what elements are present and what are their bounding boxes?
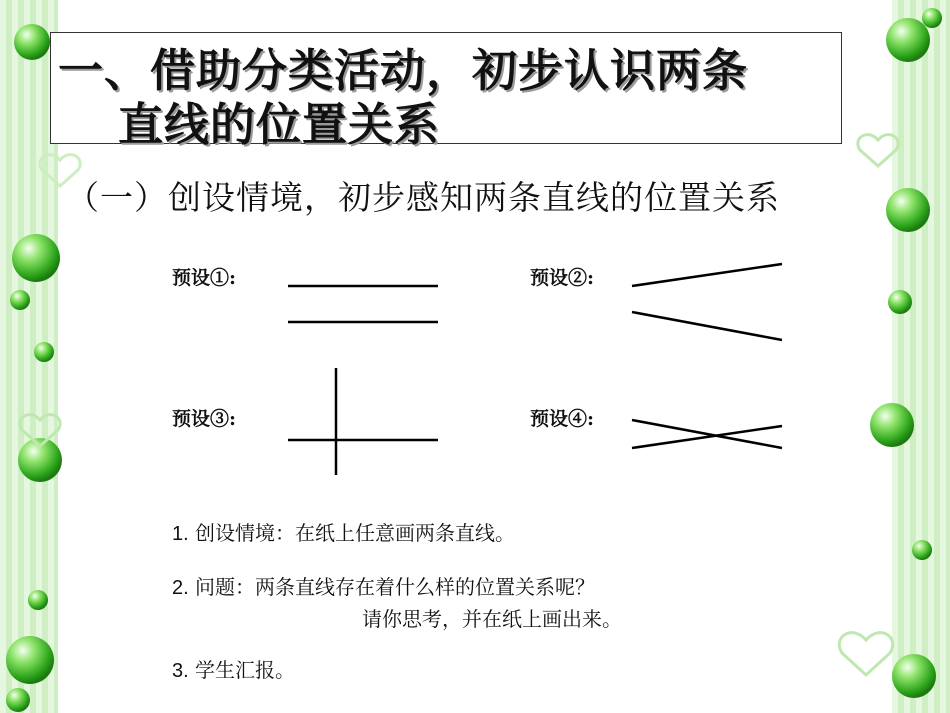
case-label-2: 预设②: xyxy=(530,267,595,289)
diagram-intersecting-lines xyxy=(632,420,782,448)
case-label-4: 预设④: xyxy=(530,408,595,430)
step-number: 2. xyxy=(172,577,189,599)
page-title-line2: 直线的位置关系 xyxy=(118,98,441,151)
diagram-perpendicular-lines xyxy=(288,368,438,475)
step-text: 请你思考，并在纸上画出来。 xyxy=(362,607,622,631)
step-2 xyxy=(172,571,595,600)
section-subtitle: （一）创设情境，初步感知两条直线的位置关系 xyxy=(66,178,780,217)
step-number: 1. xyxy=(172,523,189,545)
step-3 xyxy=(172,654,295,683)
step-2-continued xyxy=(362,603,622,632)
case-label-3: 预设③: xyxy=(172,408,237,430)
case-label-1: 预设①: xyxy=(172,267,237,289)
diagram-nonparallel-lines xyxy=(632,264,782,340)
step-text: 创设情境：在纸上任意画两条直线。 xyxy=(195,521,516,545)
step-1 xyxy=(172,517,515,546)
step-text: 学生汇报。 xyxy=(195,658,296,682)
step-number: 3. xyxy=(172,660,189,682)
step-text: 问题：两条直线存在着什么样的位置关系呢？ xyxy=(195,575,596,599)
diagram-parallel-lines xyxy=(288,286,438,322)
page-title-line1: 一、借助分类活动，初步认识两条 xyxy=(58,44,749,97)
